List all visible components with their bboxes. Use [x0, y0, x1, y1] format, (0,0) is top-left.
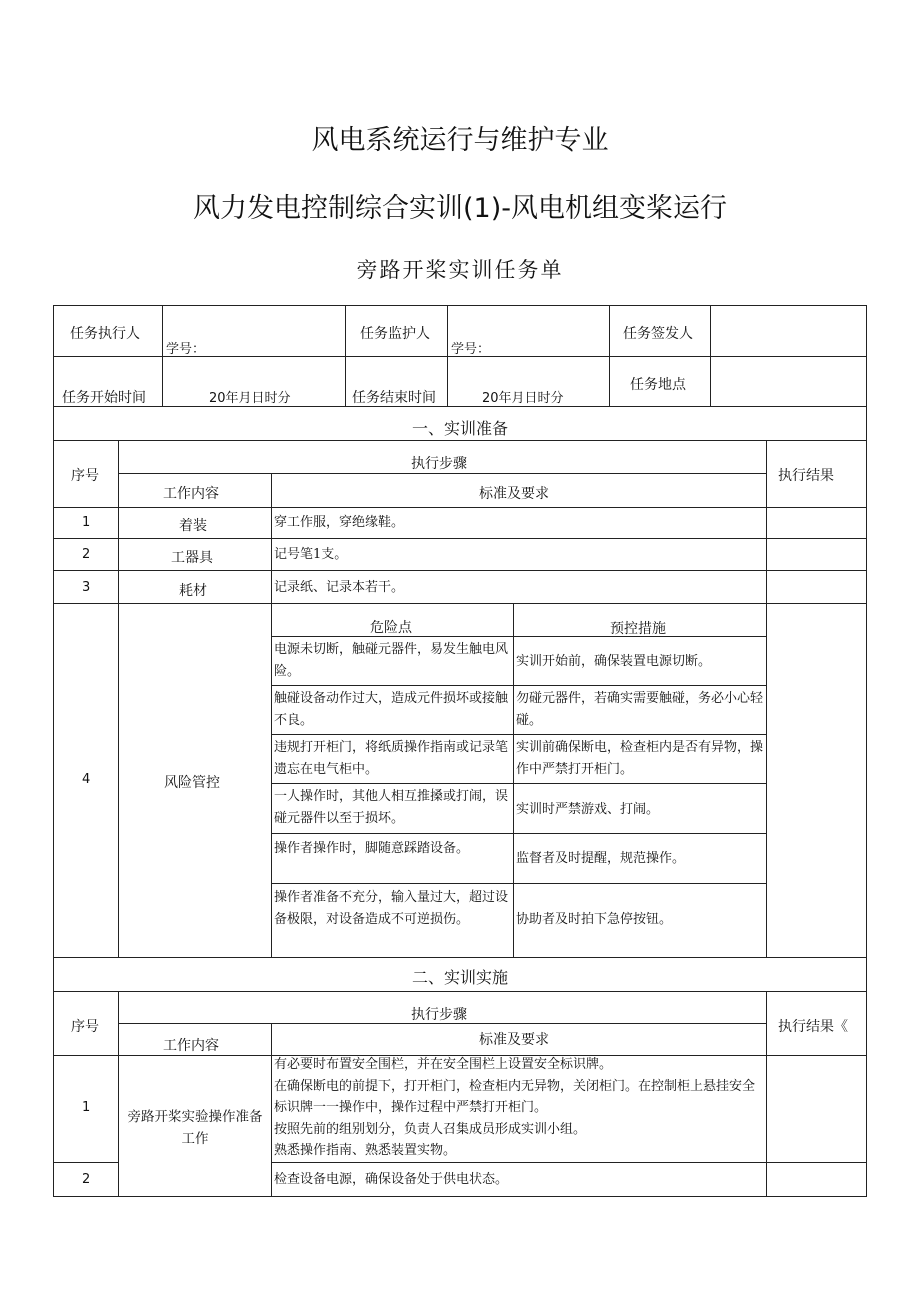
s1-row3-standard-text: 记录纸、记录本若干。 — [274, 580, 405, 595]
hazard-3-text: 违规打开柜门，将纸质操作指南或记录笔遗忘在电气柜中。 — [274, 740, 509, 777]
s2-row2-standard-text: 检查设备电源，确保设备处于供电状态。 — [274, 1172, 509, 1187]
end-label: 任务结束时间 — [352, 390, 436, 406]
s1-standard-header — [271, 473, 767, 508]
start-value: 20年月日时分 — [209, 391, 291, 406]
end-label-cell — [345, 356, 448, 407]
end-value-cell[interactable] — [447, 356, 610, 407]
s2-result-header-text: 执行结果《 — [778, 1019, 848, 1035]
measure-4-text: 实训时严禁游戏、打闹。 — [516, 802, 660, 817]
s2-result-header — [766, 991, 867, 1056]
measure-4 — [513, 783, 767, 834]
s1-standard-header-text: 标准及要求 — [479, 486, 549, 502]
s2-row1-result[interactable] — [766, 1055, 867, 1163]
hazard-2-text: 触碰设备动作过大，造成元件损坏或接触不良。 — [274, 691, 509, 728]
hazard-3 — [271, 734, 514, 784]
s1-row3-seq-text: 3 — [82, 580, 91, 595]
s1-row4-item — [118, 603, 272, 958]
s1-row1-item-text: 着装 — [179, 518, 207, 534]
s1-row2-standard — [271, 538, 767, 571]
s1-row4-seq — [53, 603, 119, 958]
s1-row1-standard-text: 穿工作服，穿绝缘鞋。 — [274, 515, 405, 530]
s1-row2-standard-text: 记号笔1支。 — [274, 547, 348, 562]
supervisor-label: 任务监护人 — [360, 326, 430, 342]
s2-row1-line-3: 按照先前的组别划分，负责人召集成员形成实训小组。 — [274, 1121, 587, 1137]
measure-1-text: 实训开始前，确保装置电源切断。 — [516, 654, 712, 669]
hazard-4 — [271, 783, 514, 834]
s2-row2-standard — [271, 1162, 767, 1197]
measure-5-text: 监督者及时提醒，规范操作。 — [516, 851, 686, 866]
document-title: 旁路开桨实训任务单 — [356, 258, 564, 282]
s2-steps-header — [118, 991, 767, 1024]
location-value-cell[interactable] — [710, 356, 867, 407]
s2-row1-line-1: 有必要时布置安全围栏，并在安全围栏上设置安全标识牌。 — [274, 1057, 613, 1072]
s2-row1-line-4: 熟悉操作指南、熟悉装置实物。 — [274, 1143, 457, 1158]
s2-seq-header-text: 序号 — [71, 1019, 99, 1035]
s1-result-header-text: 执行结果 — [778, 468, 834, 484]
section1-title-cell — [53, 406, 867, 441]
s2-row1-seq — [53, 1055, 119, 1163]
s2-row2-seq-text: 2 — [82, 1172, 91, 1187]
start-label: 任务开始时间 — [62, 390, 146, 406]
measure-6-text: 协助者及时拍下急停按钮。 — [516, 912, 673, 927]
end-value: 20年月日时分 — [482, 391, 564, 406]
s1-row1-seq — [53, 507, 119, 539]
executor-value-cell[interactable] — [162, 305, 346, 357]
s2-row2-result[interactable] — [766, 1162, 867, 1197]
s1-result-header — [766, 440, 867, 508]
s1-row3-item-text: 耗材 — [179, 583, 207, 599]
s2-row2-seq — [53, 1162, 119, 1197]
s1-row2-item-text: 工器具 — [171, 550, 213, 566]
s1-row1-item — [118, 507, 272, 539]
s1-row3-standard — [271, 570, 767, 604]
s1-steps-header-text: 执行步骤 — [411, 456, 467, 472]
measure-header-text: 预控措施 — [610, 621, 666, 637]
s2-standard-header-text: 标准及要求 — [479, 1032, 549, 1048]
hazard-6-text: 操作者准备不充分，输入量过大，超过设备极限，对设备造成不可逆损伤。 — [274, 890, 509, 927]
s2-steps-header-text: 执行步骤 — [411, 1007, 467, 1023]
hazard-1-text: 电源未切断，触碰元器件，易发生触电风险。 — [274, 642, 509, 679]
s2-content-header — [118, 1023, 272, 1056]
measure-header — [513, 603, 767, 637]
s1-steps-header — [118, 440, 767, 474]
s1-row3-result[interactable] — [766, 570, 867, 604]
s1-row4-result[interactable] — [766, 603, 867, 958]
measure-3-text: 实训前确保断电，检查柜内是否有异物，操作中严禁打开柜门。 — [516, 740, 764, 777]
s1-row2-seq — [53, 538, 119, 571]
s1-seq-header-text: 序号 — [71, 468, 99, 484]
hazard-5 — [271, 833, 514, 884]
s1-row4-item-text: 风险管控 — [164, 775, 220, 791]
s1-row2-seq-text: 2 — [82, 547, 91, 562]
s1-seq-header — [53, 440, 119, 508]
measure-1 — [513, 636, 767, 686]
issuer-label-cell — [609, 305, 711, 357]
measure-3 — [513, 734, 767, 784]
issuer-value-cell[interactable] — [710, 305, 867, 357]
s1-row3-seq — [53, 570, 119, 604]
executor-label-cell — [53, 305, 163, 357]
s1-row4-seq-text: 4 — [82, 772, 91, 787]
s1-content-header — [118, 473, 272, 508]
s2-row1-standard-lines — [274, 1054, 764, 1162]
supervisor-label-cell — [345, 305, 448, 357]
measure-5 — [513, 833, 767, 884]
s2-item — [118, 1055, 272, 1197]
s2-row1-standard — [271, 1055, 767, 1163]
s2-item-text: 旁路开桨实验操作准备工作 — [127, 1109, 263, 1147]
s2-row1-line-2: 在确保断电的前提下，打开柜门，检查柜内无异物，关闭柜门。在控制柜上悬挂安全标识牌一一操作中，操作过程中严禁打开柜门。 — [274, 1078, 756, 1115]
s1-row2-item — [118, 538, 272, 571]
issuer-label: 任务签发人 — [623, 326, 693, 342]
s1-row1-seq-text: 1 — [82, 515, 91, 530]
location-label-cell — [609, 356, 711, 407]
hazard-4-text: 一人操作时，其他人相互推搡或打闹，误碰元器件以至于损坏。 — [274, 789, 509, 826]
measure-2 — [513, 685, 767, 735]
hazard-header — [271, 603, 514, 637]
section2-title: 二、实训实施 — [411, 968, 508, 987]
measure-2-text: 勿碰元器件，若确实需要触碰，务必小心轻碰。 — [516, 691, 764, 728]
hazard-6 — [271, 883, 514, 958]
hazard-1 — [271, 636, 514, 686]
executor-label: 任务执行人 — [70, 326, 140, 342]
location-label: 任务地点 — [630, 377, 686, 393]
hazard-2 — [271, 685, 514, 735]
hazard-5-text: 操作者操作时，脚随意踩踏设备。 — [274, 841, 470, 856]
measure-6 — [513, 883, 767, 958]
course-title: 风力发电控制综合实训(1)-风电机组变桨运行 — [193, 193, 727, 224]
s1-content-header-text: 工作内容 — [163, 486, 219, 502]
section1-title: 一、实训准备 — [411, 419, 508, 438]
s1-row1-standard — [271, 507, 767, 539]
s1-row3-item — [118, 570, 272, 604]
start-value-cell[interactable] — [162, 356, 346, 407]
s2-row1-seq-text: 1 — [82, 1100, 91, 1115]
major-title: 风电系统运行与维护专业 — [311, 125, 609, 156]
student-no-label-2: 学号： — [451, 342, 491, 357]
supervisor-value-cell[interactable] — [447, 305, 610, 357]
s1-row2-result[interactable] — [766, 538, 867, 571]
s1-row1-result[interactable] — [766, 507, 867, 539]
start-label-cell — [53, 356, 163, 407]
s2-standard-header — [271, 1023, 767, 1056]
s2-seq-header — [53, 991, 119, 1056]
student-no-label-1: 学号： — [166, 342, 206, 357]
section2-title-cell — [53, 957, 867, 992]
s2-content-header-text: 工作内容 — [163, 1038, 219, 1054]
hazard-header-text: 危险点 — [370, 620, 412, 636]
